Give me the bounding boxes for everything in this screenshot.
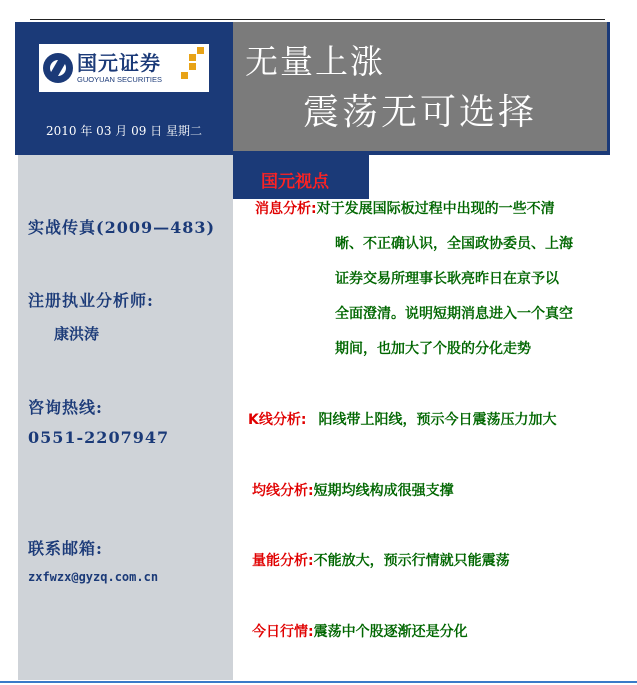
ma-label: 均线分析:: [252, 483, 314, 499]
today-outlook: [252, 615, 468, 650]
news-line: 期间，也加大了个股的分化走势: [335, 341, 531, 357]
today-text: 震荡中个股逐渐还是分化: [313, 624, 468, 640]
news-line: 对于发展国际板过程中出现的一些不清: [316, 201, 555, 217]
news-analysis: [255, 192, 625, 367]
analyst-label: 注册执业分析师:: [28, 291, 154, 310]
news-line: 全面澄清。说明短期消息进入一个真空: [335, 306, 573, 322]
ma-analysis: [252, 474, 454, 509]
kline-analysis: [248, 403, 556, 438]
email-label: 联系邮箱:: [28, 539, 103, 558]
logo-name-en: GUOYUAN SECURITIES: [77, 74, 163, 84]
kline-label: K线分析:: [248, 412, 307, 428]
bottom-rule: [0, 681, 637, 683]
company-logo: [39, 44, 209, 92]
news-line: 证券交易所理事长耿亮昨日在京予以: [335, 271, 559, 287]
title-panel: [233, 22, 610, 155]
volume-label: 量能分析:: [252, 553, 314, 569]
section-heading-text: 国元视点: [261, 172, 329, 192]
volume-text: 不能放大，预示行情就只能震荡: [313, 553, 510, 569]
hotline-number: 0551-2207947: [28, 428, 170, 447]
sidebar: [18, 155, 233, 680]
guoyuan-logo-icon: [43, 53, 73, 83]
volume-analysis: [252, 544, 510, 579]
news-line: 晰、不正确认识，全国政协委员、上海: [335, 236, 573, 252]
logo-panel: [15, 22, 233, 155]
report-title: 实战传真(2009—483): [28, 218, 216, 237]
headline-line-1: 无量上涨: [245, 42, 385, 81]
ma-text: 短期均线构成很强支撑: [313, 483, 454, 499]
email-link[interactable]: zxfwzx@gyzq.com.cn: [28, 570, 159, 584]
analyst-name: 康洪涛: [54, 325, 100, 343]
news-label: 消息分析:: [255, 201, 317, 217]
today-label: 今日行情:: [252, 624, 314, 640]
hotline-label: 咨询热线:: [28, 398, 103, 417]
headline-line-2: 震荡无可选择: [303, 92, 538, 133]
report-date: 2010 年 03 月 09 日 星期二: [46, 124, 202, 138]
logo-name-cn: 国元证券: [77, 50, 161, 75]
kline-text: 阳线带上阳线，预示今日震荡压力加大: [318, 412, 557, 428]
top-rule: [30, 19, 605, 20]
